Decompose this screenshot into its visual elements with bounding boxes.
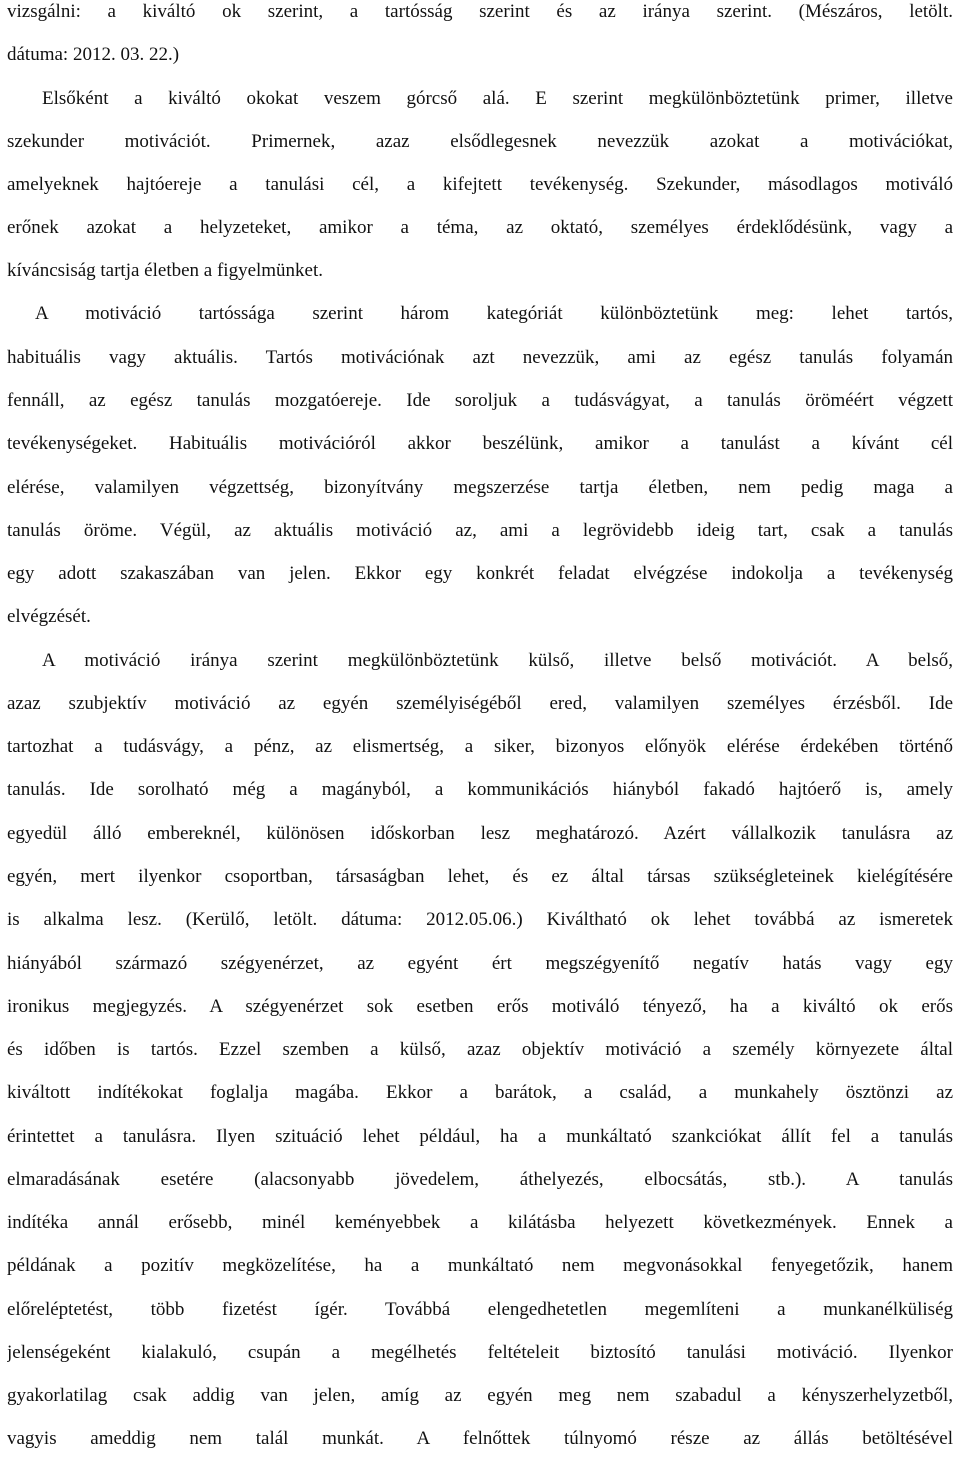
text-line: A motiváció iránya szerint megkülönböztetünk külső, illetve belső motivációt. A belső, [42, 650, 953, 671]
text-line: tanulás öröme. Végül, az aktuális motiváció az, ami a legrövidebb ideig tart, csak a tanulás [7, 520, 953, 541]
text-line: tevékenységeket. Habituális motivációról akkor beszélünk, amikor a tanulást a kívánt cél [7, 433, 953, 454]
text-line: hiányából származó szégyenérzet, az egyént ért megszégyenítő negatív hatás vagy egy [7, 953, 953, 974]
text-line: elérése, valamilyen végzettség, bizonyítvány megszerzése tartja életben, nem pedig maga a [7, 477, 953, 498]
text-line: egyedül álló embereknél, különösen időskorban lesz meghatározó. Azért vállalkozik tanulásra az [7, 823, 953, 844]
text-line: elvégzését. [7, 606, 91, 627]
text-line: jelenségeként kialakuló, csupán a megélhetés feltételeit biztosító tanulási motiváció. Ilyenkor [7, 1342, 953, 1363]
text-line: habituális vagy aktuális. Tartós motivációnak azt nevezzük, ami az egész tanulás folyamán [7, 347, 953, 368]
text-line: A motiváció tartóssága szerint három kategóriát különböztetünk meg: lehet tartós, [35, 303, 953, 324]
text-line: vagyis ameddig nem talál munkát. A felnőttek túlnyomó része az állás betöltésével [7, 1428, 953, 1449]
text-line: egyén, mert ilyenkor csoportban, társaságban lehet, és ez által társas szükségleteinek kielégítésére [7, 866, 953, 887]
text-line: ironikus megjegyzés. A szégyenérzet sok esetben erős motiváló tényező, ha a kiváltó ok erős [7, 996, 953, 1017]
text-line: érintettet a tanulásra. Ilyen szituáció lehet például, ha a munkáltató szankciókat állít fel a tanulás [7, 1126, 953, 1147]
text-line: példának a pozitív megközelítése, ha a munkáltató nem megvonásokkal fenyegetőzik, hanem [7, 1255, 953, 1276]
text-line: Elsőként a kiváltó okokat veszem górcső alá. E szerint megkülönböztetünk primer, illetve [42, 88, 953, 109]
text-line: dátuma: 2012. 03. 22.) [7, 44, 180, 65]
text-line: indítéka annál erősebb, minél keményebbek a kilátásba helyezett következmények. Ennek a [7, 1212, 953, 1233]
text-line: előreléptetést, több fizetést ígér. Továbbá elengedhetetlen megemlíteni a munkanélküliség [7, 1299, 953, 1320]
text-line: amelyeknek hajtóereje a tanulási cél, a kifejtett tevékenység. Szekunder, másodlagos motiváló [7, 174, 953, 195]
text-line: egy adott szakaszában van jelen. Ekkor egy konkrét feladat elvégzése indokolja a tevékenység [7, 563, 953, 584]
text-line: kíváncsiság tartja életben a figyelmünket. [7, 260, 324, 281]
text-line: kiváltott indítékokat foglalja magába. Ekkor a barátok, a család, a munkahely ösztönzi az [7, 1082, 953, 1103]
text-line: azaz szubjektív motiváció az egyén személyiségéből ered, valamilyen személyes érzésből. Ide [7, 693, 953, 714]
text-line: erőnek azokat a helyzeteket, amikor a téma, az oktató, személyes érdeklődésünk, vagy a [7, 217, 953, 238]
text-line: gyakorlatilag csak addig van jelen, amíg az egyén meg nem szabadul a kényszerhelyzetből, [7, 1385, 953, 1406]
text-line: és időben is tartós. Ezzel szemben a külső, azaz objektív motiváció a személy környezete által [7, 1039, 953, 1060]
text-line: is alkalma lesz. (Kerülő, letölt. dátuma: 2012.05.06.) Kiváltható ok lehet továbbá az ismeretek [7, 909, 953, 930]
text-line: szekunder motivációt. Primernek, azaz elsődlegesnek nevezzük azokat a motivációkat, [7, 131, 953, 152]
text-line: tartozhat a tudásvágy, a pénz, az elismertség, a siker, bizonyos előnyök elérése érdekében történő [7, 736, 953, 757]
text-line: fennáll, az egész tanulás mozgatóereje. Ide soroljuk a tudásvágyat, a tanulás öröméért végzett [7, 390, 953, 411]
text-line: elmaradásának esetére (alacsonyabb jövedelem, áthelyezés, elbocsátás, stb.). A tanulás [7, 1169, 953, 1190]
text-line: vizsgálni: a kiváltó ok szerint, a tartósság szerint és az iránya szerint. (Mészáros, letölt. [7, 1, 953, 22]
text-line: tanulás. Ide sorolható még a magányból, a kommunikációs hiányból fakadó hajtóerő is, amely [7, 779, 953, 800]
